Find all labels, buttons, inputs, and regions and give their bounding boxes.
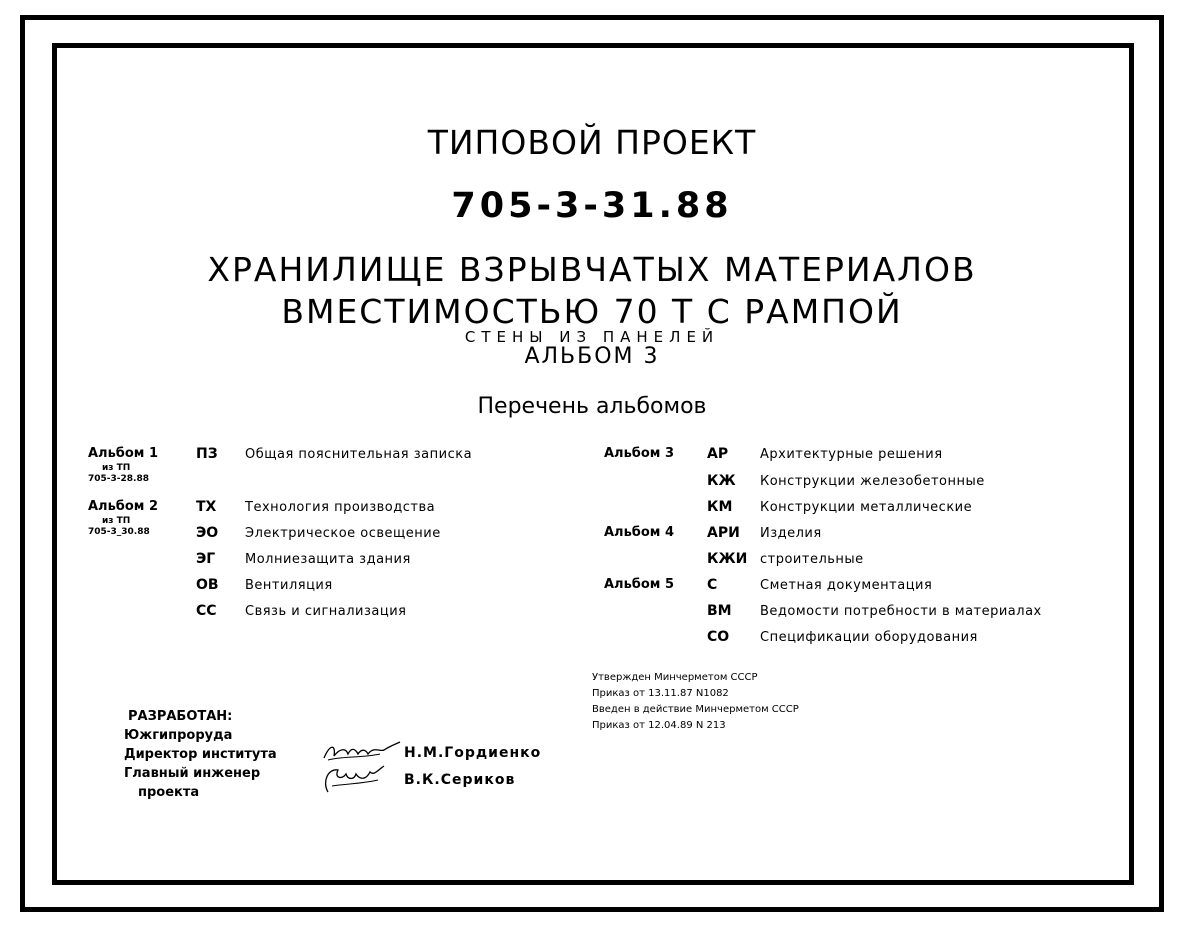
album1-from: из ТП xyxy=(102,463,131,473)
approval-line1: Утвержден Минчерметом СССР xyxy=(592,672,758,683)
code-km: КМ xyxy=(707,499,733,515)
album2-label: Альбом 2 xyxy=(88,499,159,514)
chief-engineer-title: Главный инженер xyxy=(124,766,261,781)
desc-eg: Молниезащита здания xyxy=(245,552,411,567)
project-name-line2: ВМЕСТИМОСТЬЮ 70 Т С РАМПОЙ xyxy=(281,292,903,331)
album2-ref: 705-3_30.88 xyxy=(88,527,150,537)
desc-eo: Электрическое освещение xyxy=(245,526,441,541)
desc-ari: Изделия xyxy=(760,526,822,541)
album-number: АЛЬБОМ 3 xyxy=(524,344,660,369)
desc-ss: Связь и сигнализация xyxy=(245,604,407,619)
album1-label: Альбом 1 xyxy=(88,446,159,461)
code-ov: ОВ xyxy=(196,577,219,593)
developer-org: Южгипроруда xyxy=(124,728,233,743)
code-tx: ТХ xyxy=(196,499,217,515)
code-ari: АРИ xyxy=(707,525,740,541)
album2-from: из ТП xyxy=(102,516,131,526)
desc-km: Конструкции металлические xyxy=(760,500,973,515)
code-ss: СС xyxy=(196,603,217,619)
engineer-signature xyxy=(318,762,390,796)
doc-title: ТИПОВОЙ ПРОЕКТ xyxy=(427,123,757,162)
desc-pz: Общая пояснительная записка xyxy=(245,447,473,462)
director-title: Директор института xyxy=(124,747,277,762)
code-ar: АР xyxy=(707,446,729,462)
code-kzh: КЖ xyxy=(707,473,736,489)
approval-line4: Приказ от 12.04.89 N 213 xyxy=(592,720,726,731)
desc-ov: Вентиляция xyxy=(245,578,333,593)
code-kzhi: КЖИ xyxy=(707,551,748,567)
album4-label: Альбом 4 xyxy=(604,525,675,540)
code-eg: ЭГ xyxy=(196,551,216,567)
album3-label: Альбом 3 xyxy=(604,446,675,461)
desc-so: Спецификации оборудования xyxy=(760,630,978,645)
code-s: С xyxy=(707,577,718,593)
director-name: Н.М.Гордиенко xyxy=(404,745,542,761)
desc-kzhi: строительные xyxy=(760,552,864,567)
code-so: СО xyxy=(707,629,730,645)
code-eo: ЭО xyxy=(196,525,219,541)
code-pz: ПЗ xyxy=(196,446,218,462)
approval-line3: Введен в действие Минчерметом СССР xyxy=(592,704,799,715)
developed-by-label: РАЗРАБОТАН: xyxy=(128,709,233,724)
album5-label: Альбом 5 xyxy=(604,577,675,592)
desc-tx: Технология производства xyxy=(245,500,436,515)
desc-kzh: Конструкции железобетонные xyxy=(760,474,985,489)
album1-ref: 705-3-28.88 xyxy=(88,474,149,484)
desc-vm: Ведомости потребности в материалах xyxy=(760,604,1042,619)
desc-s: Сметная документация xyxy=(760,578,933,593)
walls-note: СТЕНЫ ИЗ ПАНЕЛЕЙ xyxy=(464,328,720,346)
desc-ar: Архитектурные решения xyxy=(760,447,943,462)
approval-line2: Приказ от 13.11.87 N1082 xyxy=(592,688,729,699)
chief-engineer-name: В.К.Сериков xyxy=(404,772,516,788)
project-name-line1: ХРАНИЛИЩЕ ВЗРЫВЧАТЫХ МАТЕРИАЛОВ xyxy=(207,250,977,289)
code-vm: ВМ xyxy=(707,603,732,619)
project-number: 705-3-31.88 xyxy=(451,186,733,226)
albums-list-title: Перечень альбомов xyxy=(477,394,707,419)
chief-engineer-title-2: проекта xyxy=(138,785,200,800)
